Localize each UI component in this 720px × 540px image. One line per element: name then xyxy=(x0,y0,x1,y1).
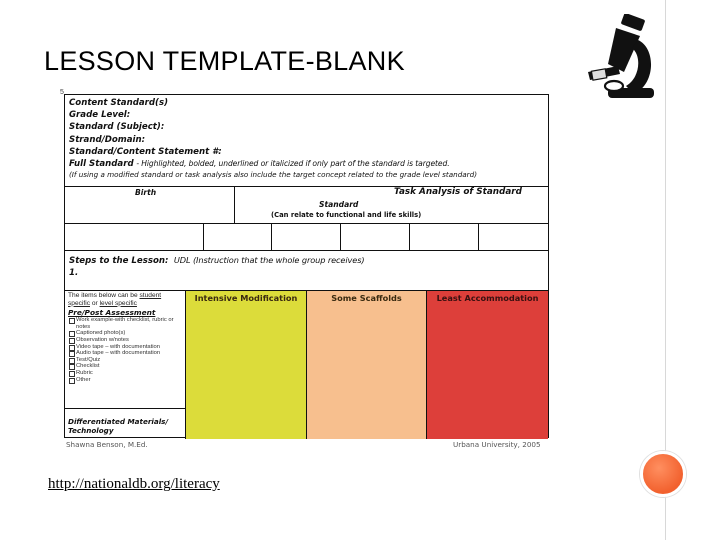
birth-cell xyxy=(65,187,235,224)
institution-credit: Urbana University, 2005 xyxy=(453,440,541,449)
assessment-checkbox-item: Test/Quiz xyxy=(68,357,182,364)
materials-divider xyxy=(65,408,185,409)
task-analysis-section xyxy=(65,187,548,224)
modified-standard-note: (If using a modified standard or task analysis also include the target concept related to the grade level standard) xyxy=(69,170,477,180)
right-edge-rule xyxy=(665,0,666,452)
author-credit: Shawna Benson, M.Ed. xyxy=(66,440,148,449)
content-standard-line: Content Standard(s) xyxy=(69,98,169,108)
right-edge-rule-lower xyxy=(665,492,666,540)
task-analysis-label: Task Analysis of Standard xyxy=(394,187,522,197)
standard-label: Standard xyxy=(319,200,359,209)
grid-cell xyxy=(341,224,410,251)
assessment-checkbox-item: Rubric xyxy=(68,370,182,377)
some-scaffolds-column xyxy=(307,291,427,439)
differentiation-section xyxy=(65,291,548,439)
steps-section xyxy=(65,251,548,291)
slide-title: LESSON TEMPLATE-BLANK xyxy=(44,46,405,76)
steps-first-item: 1. xyxy=(69,268,79,279)
standards-section xyxy=(65,95,548,187)
intensive-modification-label: Intensive Modification xyxy=(194,293,298,303)
task-cell xyxy=(235,187,548,224)
content-statement-line: Standard/Content Statement #: xyxy=(69,146,222,157)
assessment-heading: Pre/Post Assessment xyxy=(68,308,156,318)
assessment-checkbox-item: Audio tape – with documentation xyxy=(68,350,182,357)
assessment-checkbox-item: Checklist xyxy=(68,363,182,370)
relate-note: (Can relate to functional and life skills) xyxy=(271,211,422,219)
items-intro: The items below can be student specific or level specific xyxy=(68,292,162,307)
lesson-template-sheet xyxy=(64,94,549,438)
birth-label: Birth xyxy=(135,188,157,197)
some-scaffolds-label: Some Scaffolds xyxy=(331,293,402,303)
standard-subject-line: Standard (Subject): xyxy=(69,122,165,133)
materials-heading: Differentiated Materials/ Technology xyxy=(68,417,169,435)
intensive-modification-column xyxy=(186,291,307,439)
grid-cell xyxy=(204,224,272,251)
full-standard-line: Full Standard - Highlighted, bolded, underlined or italicized if only part of the standard is targeted. xyxy=(69,159,450,170)
grade-level-line: Grade Level: xyxy=(69,110,131,121)
steps-line: Steps to the Lesson: UDL (Instruction that the whole group receives) xyxy=(69,255,365,266)
orange-accent-dot xyxy=(640,451,686,497)
assessment-checkbox-item: Captioned photo(s) xyxy=(68,330,182,337)
grid-cell xyxy=(65,224,204,251)
least-accommodation-column xyxy=(427,291,548,439)
nationaldb-link[interactable]: http://nationaldb.org/literacy xyxy=(48,476,220,492)
microscope-icon xyxy=(578,14,658,104)
strand-domain-line: Strand/Domain: xyxy=(69,134,146,145)
assessment-checkbox-item: Other xyxy=(68,377,182,384)
blank-grid-row xyxy=(65,224,548,251)
least-accommodation-label: Least Accommodation xyxy=(436,293,539,303)
grid-cell xyxy=(272,224,341,251)
corner-mark: 5 xyxy=(60,89,64,96)
assessment-checkbox-item: Observation w/notes xyxy=(68,337,182,344)
assessment-checkbox-item: Work example-with checklist, rubric or notes xyxy=(68,317,182,330)
assessment-column xyxy=(65,291,186,439)
grid-cell xyxy=(410,224,479,251)
assessment-checkbox-item: Video tape – with documentation xyxy=(68,344,182,351)
